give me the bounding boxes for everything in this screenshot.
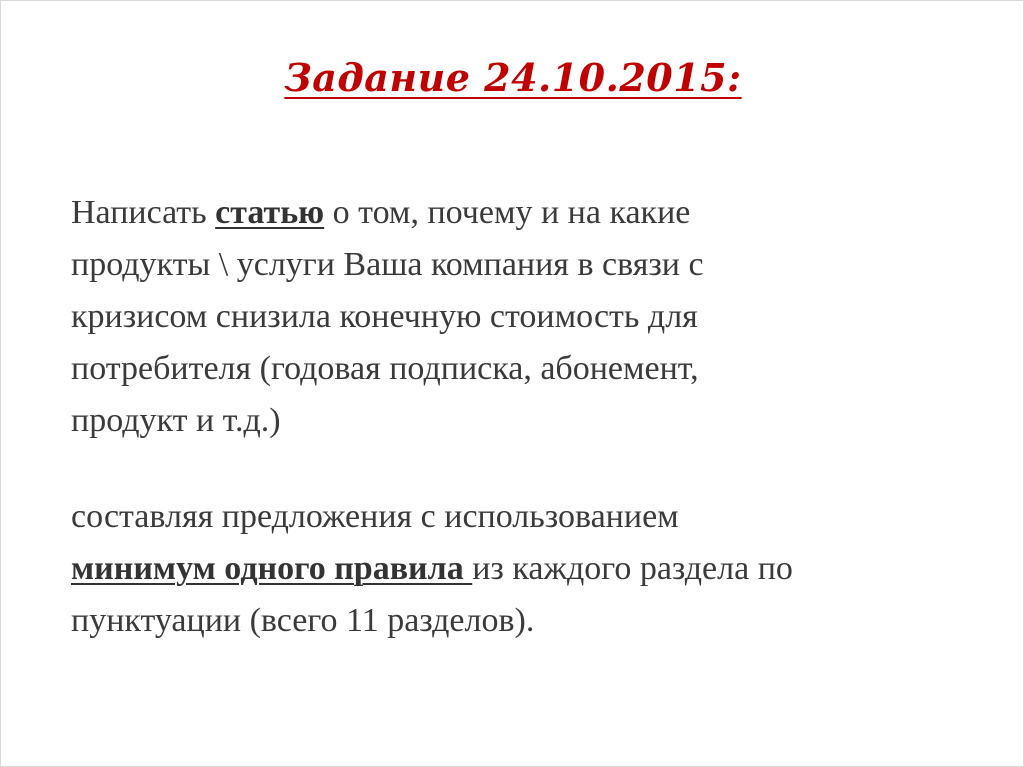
- task-text-line-3: кризисом снизила конечную стоимость для: [71, 298, 698, 335]
- task-text-line-4: потребителя (годовая подписка, абонемент,: [71, 350, 699, 387]
- condition-text-line-3: пунктуации (всего 11 разделов).: [71, 602, 535, 639]
- condition-text-line-2-end: из каждого раздела по: [472, 550, 793, 587]
- task-text-line-5: продукт и т.д.): [71, 402, 281, 439]
- task-keyword-article: статью: [215, 194, 325, 231]
- condition-paragraph: [71, 491, 971, 647]
- condition-keyword-min-rule: минимум одного правила: [71, 550, 473, 587]
- slide-title: Задание 24.10.2015:: [284, 55, 742, 100]
- task-text-line-1-end: о том, почему и на какие: [324, 194, 691, 231]
- task-text-line-2: продукты \ услуги Ваша компания в связи с: [71, 246, 704, 283]
- task-text-line-1-start: Написать: [71, 194, 216, 231]
- task-paragraph: [71, 187, 971, 447]
- condition-text-line-1: составляя предложения с использованием: [71, 498, 679, 535]
